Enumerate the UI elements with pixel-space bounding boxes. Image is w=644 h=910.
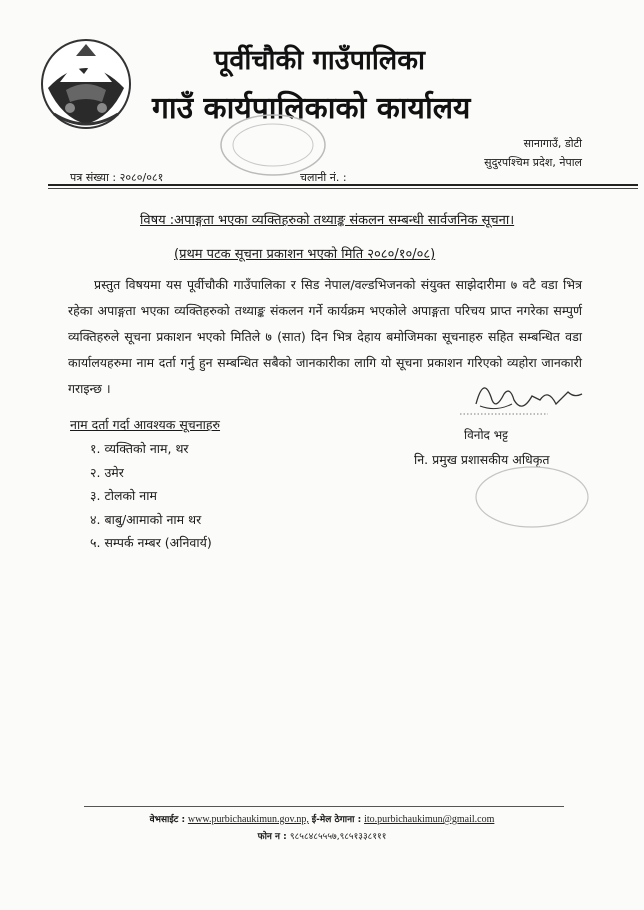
phone-label: फोन न : (257, 832, 287, 842)
email-link[interactable]: ito.purbichaukimun@gmail.com (364, 814, 495, 825)
publish-date: (प्रथम पटक सूचना प्रकाशन भएको मिति २०८०/१०/०८) (174, 247, 436, 262)
office-name: गाउँ कार्यपालिकाको कार्यालय (152, 91, 471, 126)
nepal-government-emblem-icon (40, 38, 132, 130)
phone-number: ९८५८४८५५५७,९८५१३३८१११ (289, 832, 387, 842)
footer-divider (84, 806, 564, 807)
handwritten-signature-icon (456, 370, 596, 422)
header-divider-thin (48, 188, 638, 189)
signatory-name: विनोद भट्ट (464, 428, 509, 442)
notice-subject: विषय :अपाङ्गता भएका व्यक्तिहरुको तथ्याङ्क संकलन सम्बन्धी सार्वजनिक सूचना। (140, 213, 515, 228)
dispatch-number: चलानी नं. : (300, 171, 347, 184)
municipality-name: पूर्वीचौकी गाउँपालिका (214, 45, 425, 76)
notice-body: प्रस्तुत विषयमा यस पूर्वीचौकी गाउँपालिका र सिड नेपाल/वल्डभिजनको संयुक्त साझेदारीमा ७ वटै वडा भित्र रहेका अपाङ्गता भएका व्यक्तिहरुको तथ्याङ्क संकलन गर्ने कार्यक्रम भएकोले अपाङ्गता परिचय प्राप्त नगरेका सम्पुर्ण व्यक्तिहरुले सूचना प्रकाशन भएको मितिले ७ (सात) दिन भित्र देहाय बमोजिमका सूचनाहरु सहित सम्बन्धित वडा कार्यालयहरुमा नाम दर्ता गर्नु हुन सम्बन्धित सबैको जानकारीका लागि यो सूचना प्रकाशन गरिएको व्यहोरा जानकारी गराइन्छ । (68, 277, 582, 396)
footer-phone-line (0, 829, 644, 842)
list-item: ३. टोलको नाम (90, 488, 157, 503)
requirements-list (90, 440, 212, 558)
signatory-title: नि. प्रमुख प्रशासकीय अधिकृत (414, 452, 550, 467)
reference-number: पत्र संख्या : २०८०/०८१ (70, 171, 164, 184)
footer-contact-line (0, 812, 644, 825)
office-stamp-icon (218, 112, 328, 178)
header-divider (48, 184, 638, 186)
email-label: ई-मेल ठेगाना : (311, 815, 362, 825)
list-item: १. व्यक्तिको नाम, थर (90, 441, 189, 456)
list-item: २. उमेर (90, 464, 124, 480)
address-line-1: सानागाउँ, डोटी (523, 137, 582, 150)
requirements-heading: नाम दर्ता गर्दा आवश्यक सूचनाहरु (70, 417, 221, 432)
list-item: ४. बाबु/आमाको नाम थर (90, 511, 202, 527)
website-link[interactable]: www.purbichaukimun.gov.np, (187, 814, 309, 825)
list-item: ५. सम्पर्क नम्बर (अनिवार्य) (90, 535, 212, 550)
signatory-stamp-icon (472, 462, 592, 532)
website-label: वेभसाईट : (149, 815, 186, 825)
address-line-2: सुदुरपश्चिम प्रदेश, नेपाल (484, 156, 582, 169)
